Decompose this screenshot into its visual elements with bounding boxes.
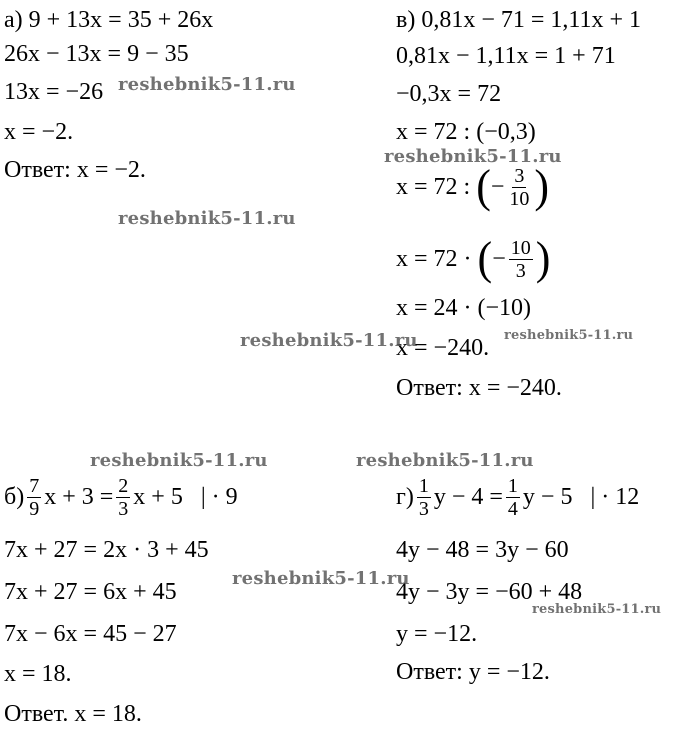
fraction-numerator: 1 [418,474,429,497]
problem-a-line-2: 26x − 13x = 9 − 35 [4,41,189,67]
watermark: reshebnik5-11.ru [240,330,418,351]
problem-v-line-6 [396,230,550,288]
right-paren: ) [534,160,550,213]
b1-label: б) [4,484,25,510]
problem-g-line-2: 4y − 48 = 3y − 60 [396,537,569,563]
fraction [417,475,431,520]
watermark: reshebnik5-11.ru [232,568,410,589]
v5-prefix: x = 72 : [396,174,471,200]
problem-g-answer: Ответ: y = −12. [396,659,550,685]
fraction-numerator: 10 [510,236,531,259]
g1-middle: y − 4 = [433,484,503,510]
watermark: reshebnik5-11.ru [118,74,296,95]
fraction [27,475,41,520]
watermark: reshebnik5-11.ru [504,328,634,343]
v5-sign: − [490,174,505,200]
fraction-numerator: 2 [118,474,129,497]
problem-v-line-7: x = 24 · (−10) [396,295,532,321]
fraction-denominator: 3 [418,497,429,520]
problem-v-answer: Ответ: x = −240. [396,375,562,401]
problem-b-line-1 [4,468,238,526]
fraction [507,165,531,210]
g1-label: г) [396,484,414,510]
problem-v-line-2: 0,81x − 1,11x = 1 + 71 [396,43,616,69]
fraction-numerator: 7 [29,474,40,497]
watermark: reshebnik5-11.ru [118,208,296,229]
fraction-denominator: 3 [515,259,526,282]
watermark: reshebnik5-11.ru [532,602,662,617]
problem-a-line-1: а) 9 + 13x = 35 + 26x [4,7,214,33]
fraction-denominator: 3 [118,497,129,520]
problem-b-line-5: x = 18. [4,661,72,687]
fraction-denominator: 9 [29,497,40,520]
problem-v-line-8: x = −240. [396,335,490,361]
right-paren: ) [535,232,551,285]
problem-g-line-3: 4y − 3y = −60 + 48 [396,579,583,605]
problem-g-line-4: y = −12. [396,621,478,647]
left-paren: ( [477,232,493,285]
problem-v-line-3: −0,3x = 72 [396,81,502,107]
problem-b-line-2: 7x + 27 = 2x · 3 + 45 [4,537,209,563]
problem-g-line-1 [396,468,639,526]
b1-end: x + 5 [133,484,183,510]
v6-prefix: x = 72 · [396,246,472,272]
fraction-denominator: 4 [507,497,518,520]
b1-middle: x + 3 = [44,484,114,510]
problem-v-line-4: x = 72 : (−0,3) [396,119,536,145]
problem-v-line-1: в) 0,81x − 71 = 1,11x + 1 [396,7,642,33]
left-paren: ( [476,160,491,213]
fraction-numerator: 3 [514,164,525,187]
b1-multiplier: | · 9 [200,484,238,510]
problem-a-line-3: 13x = −26 [4,79,104,105]
fraction [509,237,533,282]
g1-end: y − 5 [522,484,573,510]
problem-b-answer: Ответ. x = 18. [4,701,142,727]
v6-sign: − [492,246,506,272]
problem-a-answer: Ответ: x = −2. [4,157,146,183]
watermark: reshebnik5-11.ru [384,146,562,167]
fraction-denominator: 10 [509,187,530,210]
watermark: reshebnik5-11.ru [90,450,268,471]
g1-multiplier: | · 12 [590,484,640,510]
fraction-numerator: 1 [507,474,518,497]
watermark: reshebnik5-11.ru [356,450,534,471]
problem-b-line-4: 7x − 6x = 45 − 27 [4,621,177,647]
fraction [506,475,520,520]
problem-b-line-3: 7x + 27 = 6x + 45 [4,579,177,605]
fraction [116,475,130,520]
problem-a-line-4: x = −2. [4,119,74,145]
